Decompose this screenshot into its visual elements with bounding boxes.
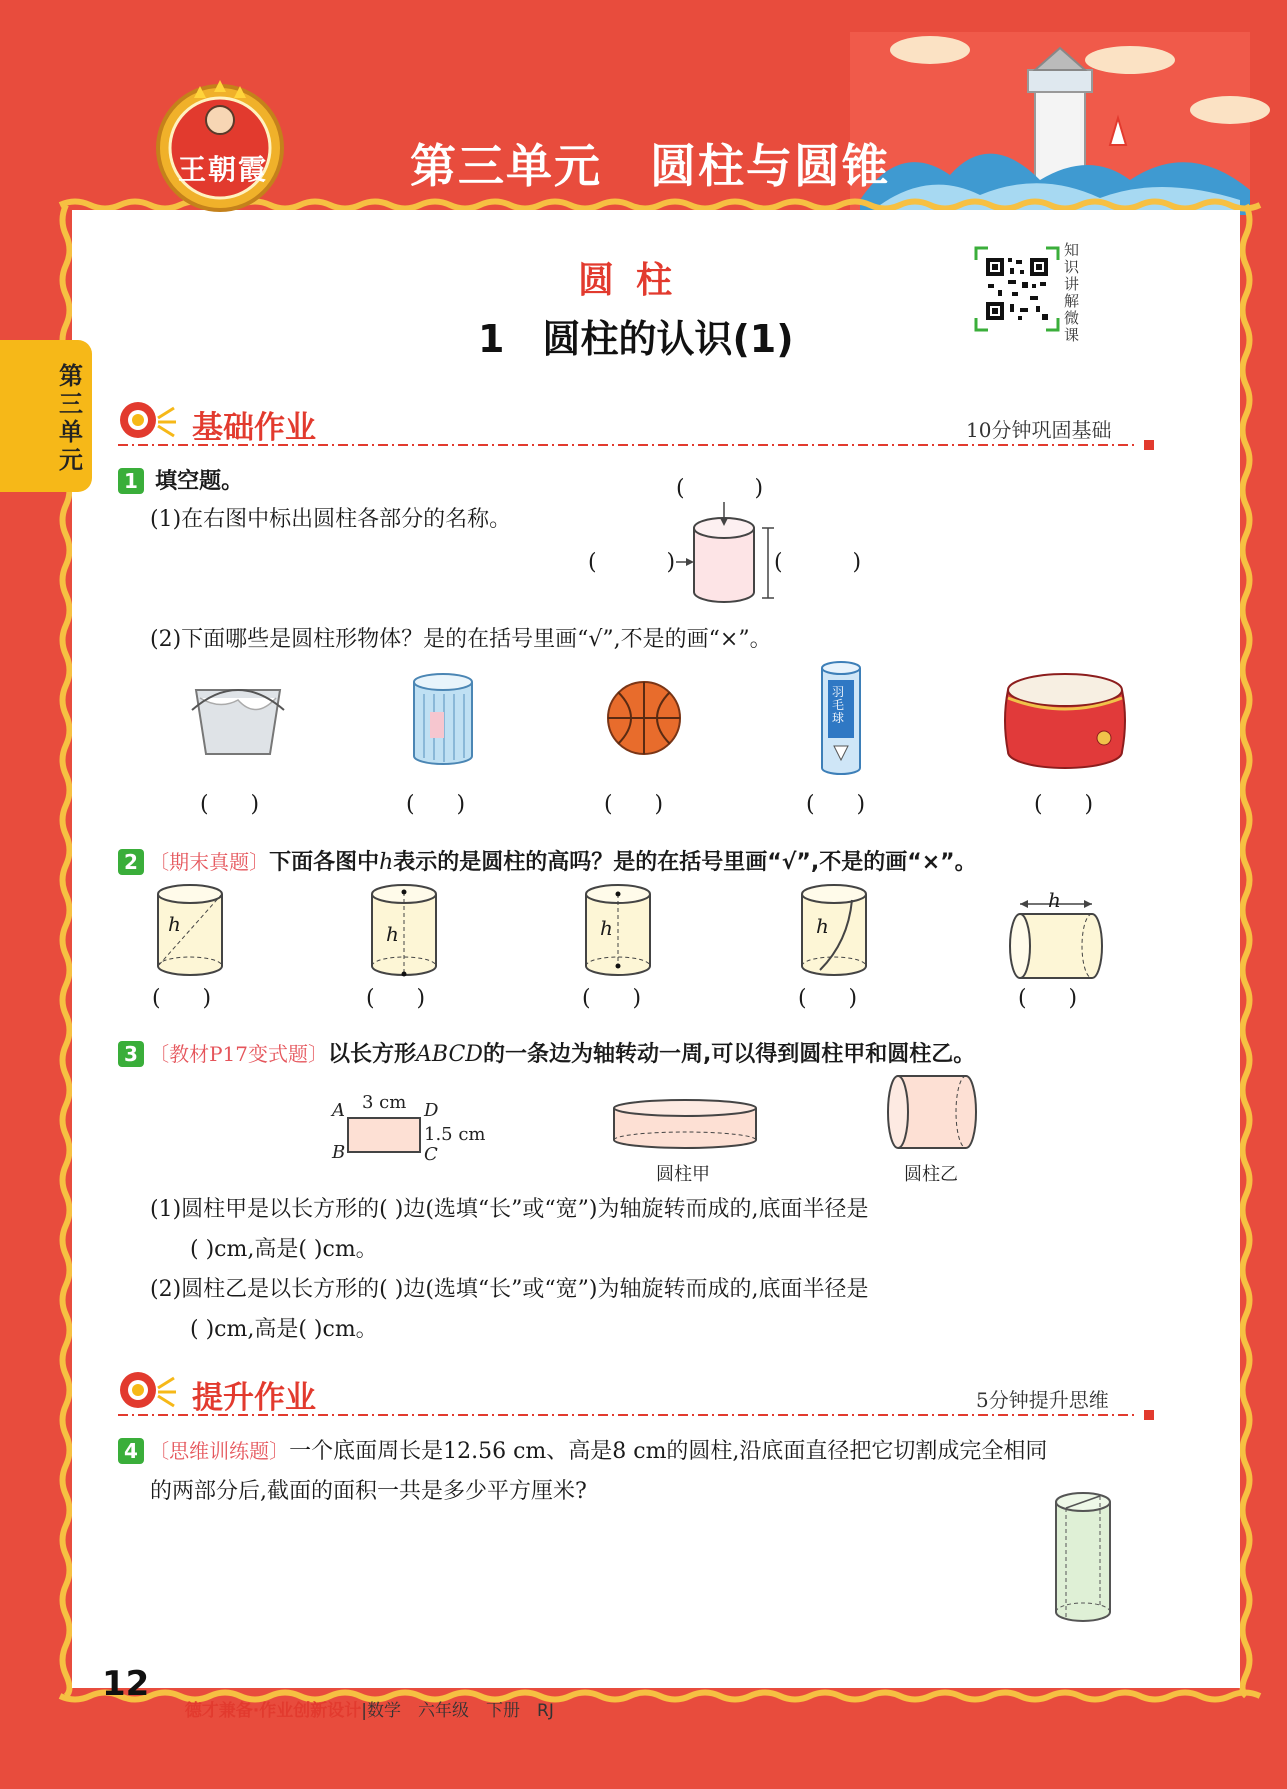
q3-tag: 〔教材P17变式题〕 — [149, 1042, 328, 1066]
q2-answer-blank-4[interactable]: ( ) — [798, 986, 858, 1011]
advanced-band-label: 提升作业 — [192, 1380, 316, 1416]
trash-can-icon — [410, 672, 476, 766]
cylinder-jia-diagram — [610, 1096, 760, 1154]
q1-answer-blank-1[interactable]: ( ) — [200, 792, 260, 817]
cylinder-option-4 — [792, 882, 876, 982]
q2-answer-blank-3[interactable]: ( ) — [582, 986, 642, 1011]
q4-line2: 的两部分后,截面的面积一共是多少平方厘米? — [150, 1479, 587, 1504]
q4-line1: 一个底面周长是12.56 cm、高是8 cm的圆柱,沿底面直径把它切割成完全相同 — [289, 1439, 1048, 1464]
rectangle-abcd-diagram — [346, 1116, 424, 1156]
q3-var: ABCD — [416, 1042, 483, 1067]
advanced-band-note: 5分钟提升思维 — [976, 1388, 1109, 1412]
unit-title: 第三单元 圆柱与圆锥 — [410, 139, 890, 193]
qr-label: 知识讲解微课 — [1064, 241, 1080, 344]
q4-number: 4 — [118, 1438, 144, 1464]
advanced-band-divider — [118, 1410, 1160, 1420]
q2-answer-blank-1[interactable]: ( ) — [152, 986, 212, 1011]
side-tab-label: 第三单元 — [59, 362, 83, 474]
basketball-icon — [604, 678, 684, 758]
q1-answer-blank-2[interactable]: ( ) — [406, 792, 466, 817]
cylinder-option-2 — [362, 882, 446, 982]
q2-h-label-3: h — [600, 916, 613, 940]
cylinder-option-3 — [576, 882, 660, 982]
q2-var: h — [379, 850, 394, 875]
q2-tag: 〔期末真题〕 — [149, 850, 270, 874]
rect-label-d: D — [424, 1100, 439, 1121]
basic-band-note: 10分钟巩固基础 — [966, 418, 1112, 442]
cylinder-option-1 — [148, 882, 232, 982]
footer-brand: 德才兼备·作业创新设计 — [184, 1701, 362, 1721]
rect-label-a: A — [332, 1100, 345, 1121]
drum-icon — [1002, 668, 1128, 772]
q3-part1-line1: (1)圆柱甲是以长方形的( )边(选填“长”或“宽”)为轴旋转而成的,底面半径是 — [150, 1197, 869, 1222]
bucket-icon — [190, 680, 286, 760]
q1-label-blank-top[interactable]: ( ) — [676, 476, 764, 501]
q2-text-a: 下面各图中 — [269, 850, 380, 875]
basic-band-label: 基础作业 — [192, 410, 316, 446]
rect-side-length: 1.5 cm — [424, 1124, 486, 1145]
q3-text-a: 以长方形 — [328, 1042, 417, 1067]
trumpet-icon — [118, 396, 182, 444]
q2-answer-blank-2[interactable]: ( ) — [366, 986, 426, 1011]
cut-cylinder-diagram — [1052, 1490, 1114, 1626]
q1-title: 填空题。 — [155, 469, 244, 494]
footer-series — [174, 1676, 554, 1721]
q3-header — [118, 1037, 975, 1068]
footer-info: |数学 六年级 下册 RJ — [361, 1701, 554, 1721]
q1-answer-blank-4[interactable]: ( ) — [806, 792, 866, 817]
basic-band-divider — [118, 440, 1160, 450]
q2-h-label-5: h — [1048, 888, 1061, 912]
shuttle-tube-label: 羽毛球 — [832, 685, 845, 725]
rect-label-c: C — [424, 1144, 438, 1165]
q1-answer-blank-3[interactable]: ( ) — [604, 792, 664, 817]
q1-number: 1 — [118, 468, 144, 494]
q3-number: 3 — [118, 1041, 144, 1067]
q2-h-label-4: h — [816, 914, 829, 938]
q4-tag: 〔思维训练题〕 — [149, 1439, 290, 1463]
q2-header — [118, 845, 977, 876]
q1-part1: (1)在右图中标出圆柱各部分的名称。 — [150, 507, 512, 532]
q3-part2-line1: (2)圆柱乙是以长方形的( )边(选填“长”或“宽”)为轴旋转而成的,底面半径是 — [150, 1277, 869, 1302]
q1-header — [118, 464, 243, 495]
q3-text-b: 的一条边为轴转动一周,可以得到圆柱甲和圆柱乙。 — [482, 1042, 976, 1067]
q1-label-blank-side[interactable]: ( ) — [588, 550, 676, 575]
q2-answer-blank-5[interactable]: ( ) — [1018, 986, 1078, 1011]
logo-text: 王朝霞 — [178, 153, 269, 186]
rect-top-length: 3 cm — [362, 1092, 407, 1113]
q4-header — [118, 1434, 1047, 1465]
q2-text-b: 表示的是圆柱的高吗？是的在括号里画“√”,不是的画“×”。 — [393, 850, 977, 875]
brand-logo — [152, 76, 288, 212]
page-number: 12 — [102, 1664, 150, 1704]
q2-number: 2 — [118, 849, 144, 875]
qr-code-icon[interactable] — [974, 246, 1060, 332]
labeled-cylinder-diagram — [676, 500, 786, 610]
q1-label-blank-height[interactable]: ( ) — [774, 550, 862, 575]
q3-part2-line2: ( )cm,高是( )cm。 — [190, 1317, 378, 1342]
rect-label-b: B — [332, 1142, 346, 1163]
cylinder-yi-diagram — [884, 1072, 980, 1154]
section-title: 圆柱 — [578, 260, 695, 301]
q2-h-label-1: h — [168, 912, 181, 936]
side-unit-tab — [0, 340, 92, 492]
q3-part1-line2: ( )cm,高是( )cm。 — [190, 1237, 378, 1262]
cylinder-jia-label: 圆柱甲 — [656, 1164, 710, 1185]
cylinder-yi-label: 圆柱乙 — [904, 1164, 958, 1185]
q1-answer-blank-5[interactable]: ( ) — [1034, 792, 1094, 817]
q1-part2: (2)下面哪些是圆柱形物体？是的在括号里画“√”,不是的画“×”。 — [150, 627, 772, 652]
lesson-title: 1 圆柱的认识(1) — [478, 317, 794, 361]
q2-h-label-2: h — [386, 922, 399, 946]
trumpet-icon-2 — [118, 1366, 182, 1414]
